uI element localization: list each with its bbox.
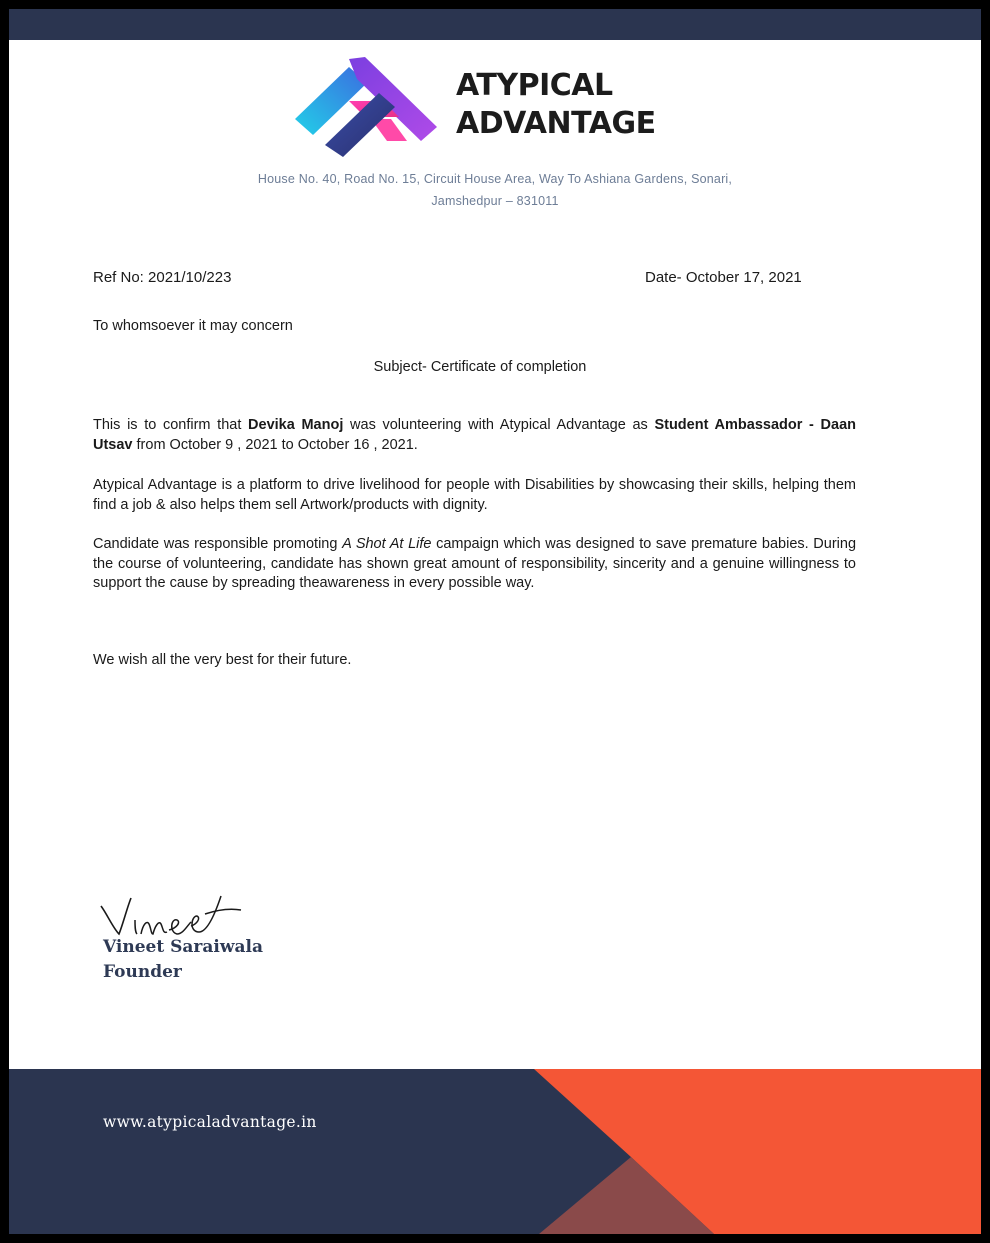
address-line1: House No. 40, Road No. 15, Circuit House Area, Way To Ashiana Gardens, Sonari, xyxy=(257,172,733,186)
p1-end: from October 9 , 2021 to October 16 , 2021. xyxy=(132,436,418,453)
reference-number: Ref No: 2021/10/223 xyxy=(93,269,232,286)
signatory-name: Vineet Saraiwala xyxy=(103,937,263,957)
letter-date: Date- October 17, 2021 xyxy=(645,269,802,286)
volunteer-role: Student Ambassador - Daan Utsav xyxy=(93,417,857,453)
address-line2: Jamshedpur – 831011 xyxy=(431,194,559,208)
brand-line1: ATYPICAL xyxy=(456,68,613,103)
salutation: To whomsoever it may concern xyxy=(93,318,293,334)
volunteer-name: Devika Manoj xyxy=(248,417,344,433)
p3-end: campaign which was designed to save premature babies. During the course of volunteering, candidate has shown great amount of responsibility, sincerity and a genuine willingness to support the cause by spreading theawareness in every possible way. xyxy=(93,536,857,591)
p3-start: Candidate was responsible promoting xyxy=(93,536,343,552)
campaign-name: A Shot At Life xyxy=(342,536,432,552)
atypical-advantage-logo-icon xyxy=(287,49,447,159)
subject-line: Subject- Certificate of completion xyxy=(373,359,587,375)
brand-line2: ADVANTAGE xyxy=(456,106,656,141)
closing-line: We wish all the very best for their future. xyxy=(93,652,352,668)
paragraph-confirmation xyxy=(93,416,856,455)
paragraph-about: Atypical Advantage is a platform to drive livelihood for people with Disabilities by showcasing their skills, helping them find a job & also helps them sell Artwork/products with dignity. xyxy=(93,477,856,513)
website-link[interactable]: www.atypicaladvantage.in xyxy=(103,1113,317,1131)
footer-band xyxy=(9,1069,981,1234)
signatory-title: Founder xyxy=(103,962,182,982)
signature-icon xyxy=(97,884,247,944)
p1-mid: was volunteering with Atypical Advantage as xyxy=(343,417,655,433)
header-band xyxy=(9,9,981,40)
paragraph-responsibilities xyxy=(93,535,856,594)
brand-name xyxy=(456,67,656,143)
p1-intro: This is to confirm that xyxy=(93,417,249,433)
